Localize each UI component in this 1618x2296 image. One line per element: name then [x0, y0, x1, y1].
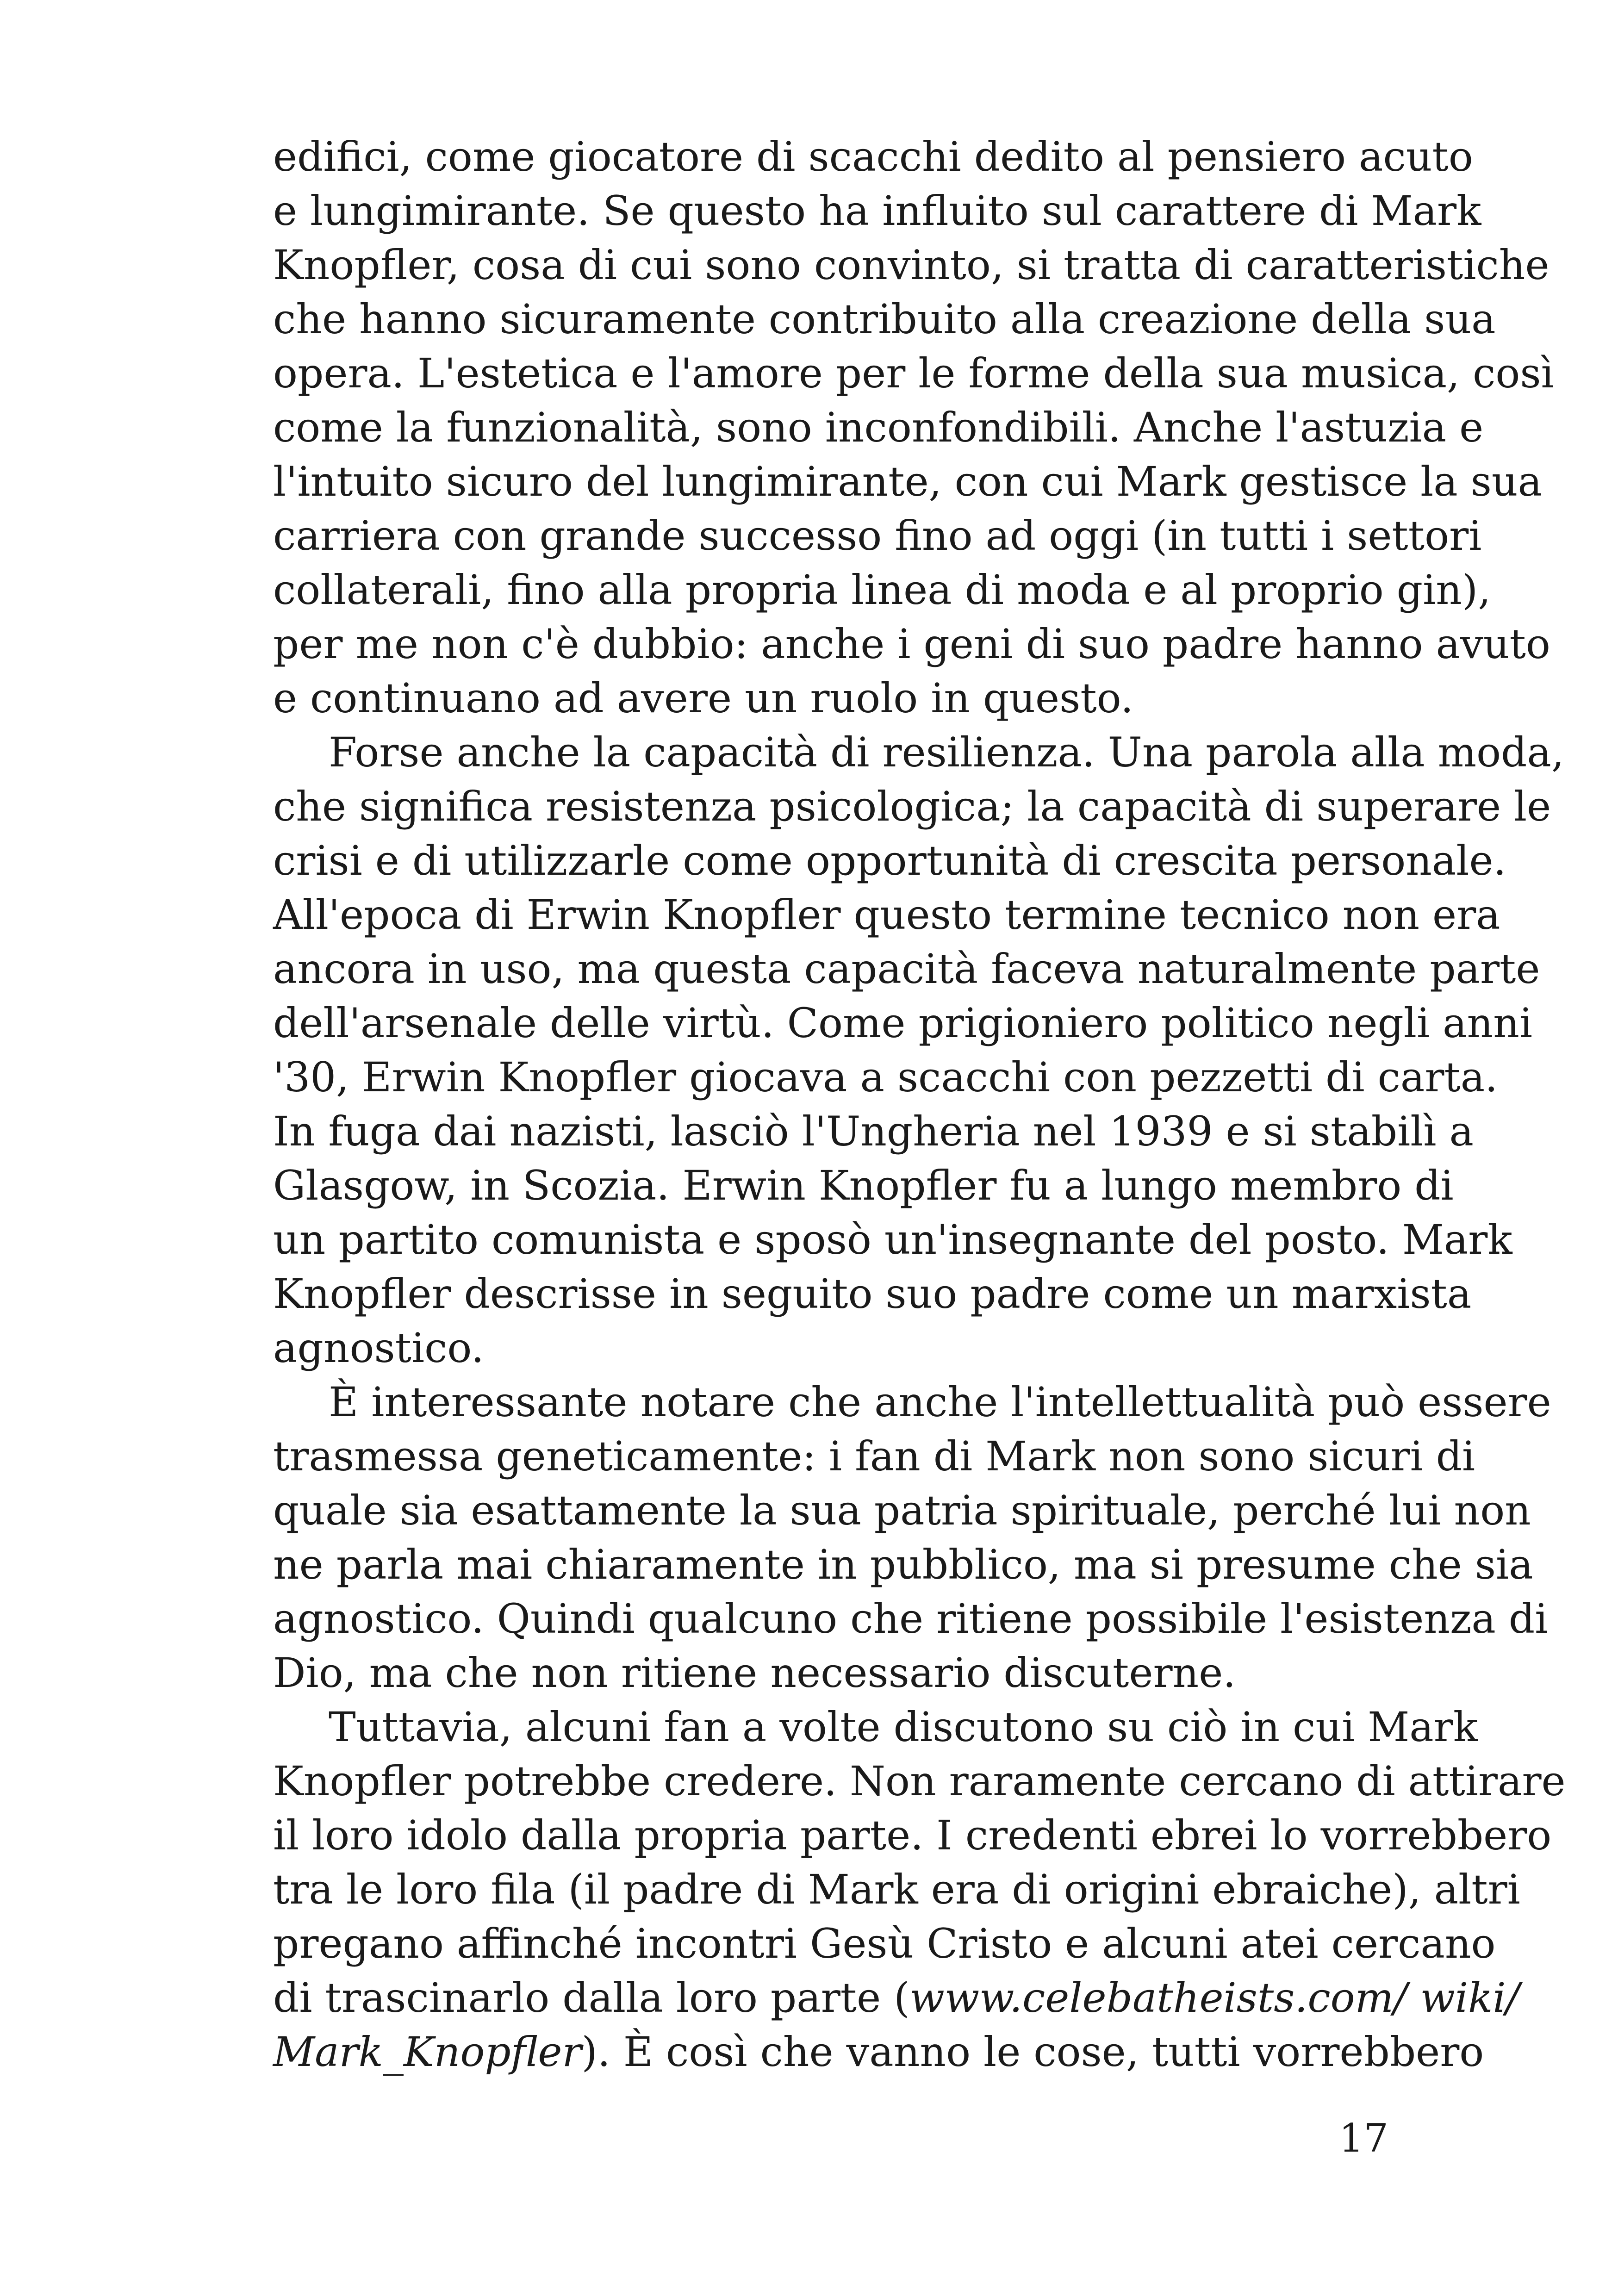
text-line: Tuttavia, alcuni fan a volte discutono su ciò in cui Mark: [329, 1703, 1478, 1751]
text-line: che hanno sicuramente contribuito alla creazione della sua: [273, 295, 1496, 343]
text-line: edifici, come giocatore di scacchi dedito al pensiero acuto: [273, 133, 1473, 180]
text-segment: di trascinarlo dalla loro parte (: [273, 1974, 910, 2022]
url-text: www.celebatheists.com/ wiki/: [909, 1974, 1520, 2022]
text-line: [273, 2025, 1484, 2079]
text-line: agnostico.: [273, 1324, 484, 1372]
text-line: carriera con grande successo fino ad oggi (in tutti i settori: [273, 512, 1482, 560]
paragraph: [273, 725, 1564, 1375]
text-line: Glasgow, in Scozia. Erwin Knopfler fu a lungo membro di: [273, 1162, 1454, 1209]
text-line: [273, 1971, 1520, 2025]
text-line: dell'arsenale delle virtù. Come prigioniero politico negli anni: [273, 999, 1533, 1047]
text-line: In fuga dai nazisti, lasciò l'Ungheria nel 1939 e si stabilì a: [273, 1108, 1474, 1155]
text-line: il loro idolo dalla propria parte. I credenti ebrei lo vorrebbero: [273, 1811, 1552, 1859]
text-line: ne parla mai chiaramente in pubblico, ma si presume che sia: [273, 1541, 1533, 1588]
paragraph: [273, 1375, 1551, 1700]
text-line: per me non c'è dubbio: anche i geni di suo padre hanno avuto: [273, 620, 1550, 668]
text-line: '30, Erwin Knopfler giocava a scacchi con pezzetti di carta.: [273, 1053, 1498, 1101]
text-line: È interessante notare che anche l'intellettualità può essere: [329, 1378, 1551, 1426]
text-line: Knopfler potrebbe credere. Non raramente cercano di attirare: [273, 1757, 1566, 1805]
page-number: 17: [1339, 2116, 1388, 2161]
text-segment: ). È così che vanno le cose, tutti vorrebbero: [581, 2028, 1484, 2076]
text-line: e lungimirante. Se questo ha influito sul carattere di Mark: [273, 187, 1481, 235]
text-line: opera. L'estetica e l'amore per le forme della sua musica, così: [273, 349, 1554, 397]
text-line: All'epoca di Erwin Knopfler questo termine tecnico non era: [273, 891, 1500, 939]
text-line: Knopfler descrisse in seguito suo padre come un marxista: [273, 1270, 1472, 1318]
text-line: agnostico. Quindi qualcuno che ritiene possibile l'esistenza di: [273, 1595, 1548, 1643]
text-line: collaterali, fino alla propria linea di moda e al proprio gin),: [273, 566, 1491, 614]
text-line: pregano affinché incontri Gesù Cristo e alcuni atei cercano: [273, 1920, 1496, 1967]
text-line: Forse anche la capacità di resilienza. Una parola alla moda,: [329, 728, 1564, 776]
text-line: l'intuito sicuro del lungimirante, con cui Mark gestisce la sua: [273, 458, 1543, 505]
text-line: crisi e di utilizzarle come opportunità di crescita personale.: [273, 837, 1506, 884]
url-text: Mark_Knopfler: [273, 2028, 582, 2076]
text-line: Knopfler, cosa di cui sono convinto, si tratta di caratteristiche: [273, 241, 1550, 289]
text-line: quale sia esattamente la sua patria spirituale, perché lui non: [273, 1487, 1531, 1534]
text-line: come la funzionalità, sono inconfondibili. Anche l'astuzia e: [273, 404, 1484, 451]
body-text: [273, 130, 1566, 2079]
text-line: ancora in uso, ma questa capacità faceva naturalmente parte: [273, 945, 1540, 993]
text-line: e continuano ad avere un ruolo in questo.: [273, 674, 1134, 722]
paragraph: [273, 1700, 1566, 2079]
text-line: un partito comunista e sposò un'insegnante del posto. Mark: [273, 1216, 1512, 1263]
text-line: trasmessa geneticamente: i fan di Mark non sono sicuri di: [273, 1432, 1475, 1480]
text-line: che significa resistenza psicologica; la capacità di superare le: [273, 783, 1551, 830]
text-line: Dio, ma che non ritiene necessario discuterne.: [273, 1649, 1236, 1697]
paragraph: [273, 130, 1554, 725]
text-line: tra le loro fila (il padre di Mark era di origini ebraiche), altri: [273, 1866, 1520, 1913]
